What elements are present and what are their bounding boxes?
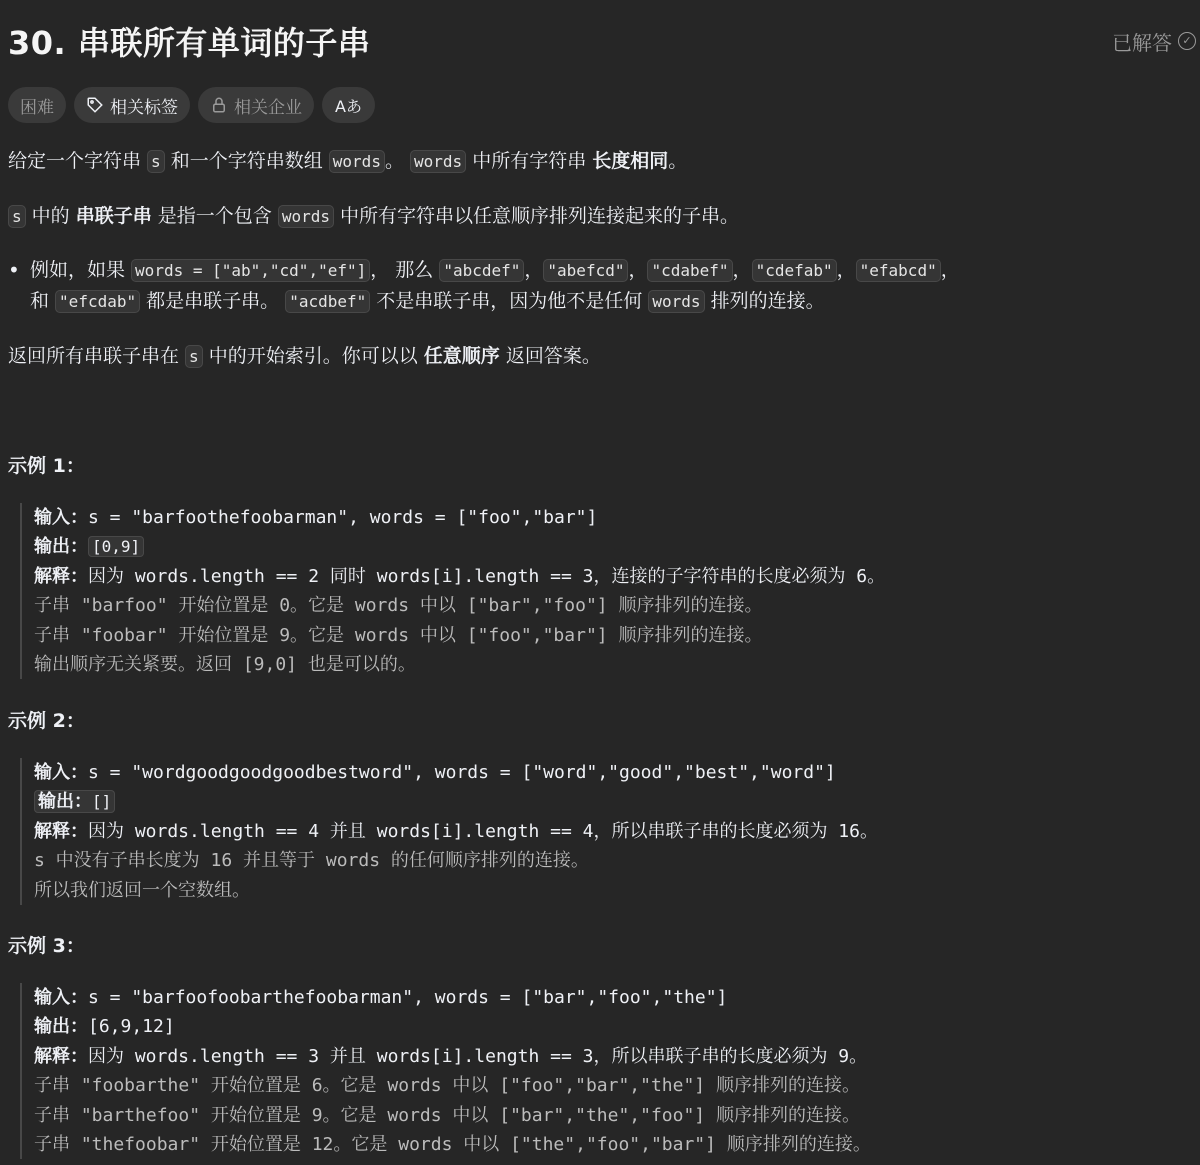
desc-paragraph-3: [8, 341, 601, 372]
desc-paragraph-1: [8, 146, 687, 177]
example-explain-line: [34, 817, 1200, 846]
companies-button[interactable]: [198, 87, 314, 123]
text: 。: [384, 150, 410, 172]
example-output-line: [34, 532, 1200, 561]
explain-value: 因为 words.length == 4 并且 words[i].length == 4，所以串联子串的长度必须为 16。: [88, 820, 878, 842]
text: 不是串联子串，因为他不是任何: [370, 290, 649, 312]
explain-line: 子串 "barthefoo" 开始位置是 9。它是 words 中以 ["bar","the","foo"] 顺序排列的连接。: [34, 1104, 860, 1126]
explain-line: 子串 "foobarthe" 开始位置是 6。它是 words 中以 ["foo","bar","the"] 顺序排列的连接。: [34, 1075, 860, 1097]
bold-text: 任意顺序: [423, 345, 500, 367]
desc-paragraph-2: [8, 201, 739, 232]
text: 排列的连接。: [704, 290, 825, 312]
bold-text: 串联子串: [75, 205, 152, 227]
inline-code: "acdbef": [285, 290, 370, 313]
example-2-block: [20, 758, 1200, 905]
example-input-line: [34, 503, 1200, 532]
inline-code: "cdefab": [752, 259, 837, 282]
tag-icon: [86, 96, 104, 114]
inline-code: s: [147, 150, 165, 173]
explain-line: 子串 "thefoobar" 开始位置是 12。它是 words 中以 ["the","foo","bar"] 顺序排列的连接。: [34, 1134, 871, 1156]
topics-label: 相关标签: [110, 97, 178, 118]
input-label: 输入：: [34, 762, 88, 783]
example-input-line: [34, 983, 1200, 1012]
example-1-block: [20, 503, 1200, 679]
example-explain-line: [34, 562, 1200, 591]
inline-code: "efabcd": [856, 259, 941, 282]
text: ，: [732, 259, 752, 281]
tag-bar: [8, 86, 1192, 124]
text: 中的开始索引。你可以以: [202, 345, 424, 367]
inline-code: "efcdab": [55, 290, 140, 313]
input-label: 输入：: [34, 987, 88, 1008]
lock-icon: [210, 96, 228, 114]
text: 返回答案。: [499, 345, 601, 367]
explain-value: 因为 words.length == 3 并且 words[i].length == 3，所以串联子串的长度必须为 9。: [88, 1045, 868, 1067]
text: 。: [668, 150, 688, 172]
example-2-title: 示例 2：: [8, 710, 85, 732]
output-value: [6,9,12]: [88, 1016, 175, 1038]
font-size-button[interactable]: [322, 87, 375, 123]
input-label: 输入：: [34, 507, 88, 528]
output-label: 输出：: [34, 536, 88, 558]
explain-label: 解释：: [34, 565, 88, 587]
inline-code: words: [278, 205, 334, 228]
example-1-title: 示例 1：: [8, 455, 85, 477]
inline-code: words = ["ab","cd","ef"]: [131, 259, 370, 282]
text: 中所有字符串: [466, 150, 593, 172]
text: 中的: [25, 205, 76, 227]
problem-description: [8, 0, 1192, 1156]
example-output-line: [34, 1012, 1200, 1041]
title-row: [8, 0, 1192, 82]
output-label: 输出：: [34, 1016, 88, 1038]
difficulty-badge: [8, 87, 66, 123]
inline-code: "abefcd": [543, 259, 628, 282]
companies-label: 相关企业: [234, 97, 302, 118]
text: ，: [836, 259, 856, 281]
text: ， 那么: [370, 259, 440, 281]
example-3-block: [20, 983, 1200, 1159]
input-value: s = "barfoofoobarthefoobarman", words = ["bar","foo","the"]: [88, 987, 728, 1008]
output-value: [0,9]: [88, 536, 144, 557]
example-output-line: [34, 787, 1200, 816]
inline-code: s: [8, 205, 26, 228]
explain-label: 解释：: [34, 1045, 88, 1067]
inline-code: s: [185, 345, 203, 368]
input-value: s = "wordgoodgoodgoodbestword", words = ["word","good","best","word"]: [88, 762, 836, 783]
text: 和一个字符串数组: [164, 150, 329, 172]
text: 中所有字符串以任意顺序排列连接起来的子串。: [334, 205, 740, 227]
explain-line: 子串 "foobar" 开始位置是 9。它是 words 中以 ["foo","bar"] 顺序排列的连接。: [34, 624, 763, 646]
explain-line: 输出顺序无关紧要。返回 [9,0] 也是可以的。: [34, 654, 416, 676]
text: 和: [30, 290, 56, 312]
inline-code: words: [648, 290, 704, 313]
inline-code: "abcdef": [439, 259, 524, 282]
example-input-line: [34, 758, 1200, 787]
text: ，: [524, 259, 544, 281]
problem-title[interactable]: 30. 串联所有单词的子串: [8, 24, 371, 62]
inline-code: words: [329, 150, 385, 173]
topics-button[interactable]: [74, 87, 190, 123]
difficulty-label: 困难: [20, 97, 54, 118]
explain-line: 子串 "barfoo" 开始位置是 0。它是 words 中以 ["bar","foo"] 顺序排列的连接。: [34, 595, 763, 617]
inline-code: "cdabef": [647, 259, 732, 282]
example-explain-line: [34, 1042, 1200, 1071]
desc-bullet-list: [8, 255, 960, 317]
solved-label: 已解答: [1112, 30, 1172, 55]
explain-line: 所以我们返回一个空数组。: [34, 879, 250, 901]
bold-text: 长度相同: [592, 150, 669, 172]
input-value: s = "barfoothefoobarman", words = ["foo","bar"]: [88, 507, 598, 528]
text: 都是串联子串。: [140, 290, 286, 312]
inline-code: words: [410, 150, 466, 173]
text: 例如，如果: [30, 259, 132, 281]
list-item: [30, 255, 960, 317]
check-circle-icon: ✓: [1178, 32, 1196, 50]
explain-line: s 中没有子串长度为 16 并且等于 words 的任何顺序排列的连接。: [34, 850, 589, 872]
text: 给定一个字符串: [8, 150, 148, 172]
example-3-title: 示例 3：: [8, 935, 85, 957]
text: ，: [628, 259, 648, 281]
text: 是指一个包含: [151, 205, 278, 227]
text: 返回所有串联子串在: [8, 345, 186, 367]
output-label: 输出：: [38, 791, 92, 813]
explain-label: 解释：: [34, 820, 88, 842]
explain-value: 因为 words.length == 2 同时 words[i].length == 3，连接的子字符串的长度必须为 6。: [88, 565, 886, 587]
output-value: []: [92, 792, 112, 812]
solved-status: [1112, 27, 1196, 56]
text: ，: [940, 259, 960, 281]
font-icon: Aあ: [335, 96, 362, 116]
